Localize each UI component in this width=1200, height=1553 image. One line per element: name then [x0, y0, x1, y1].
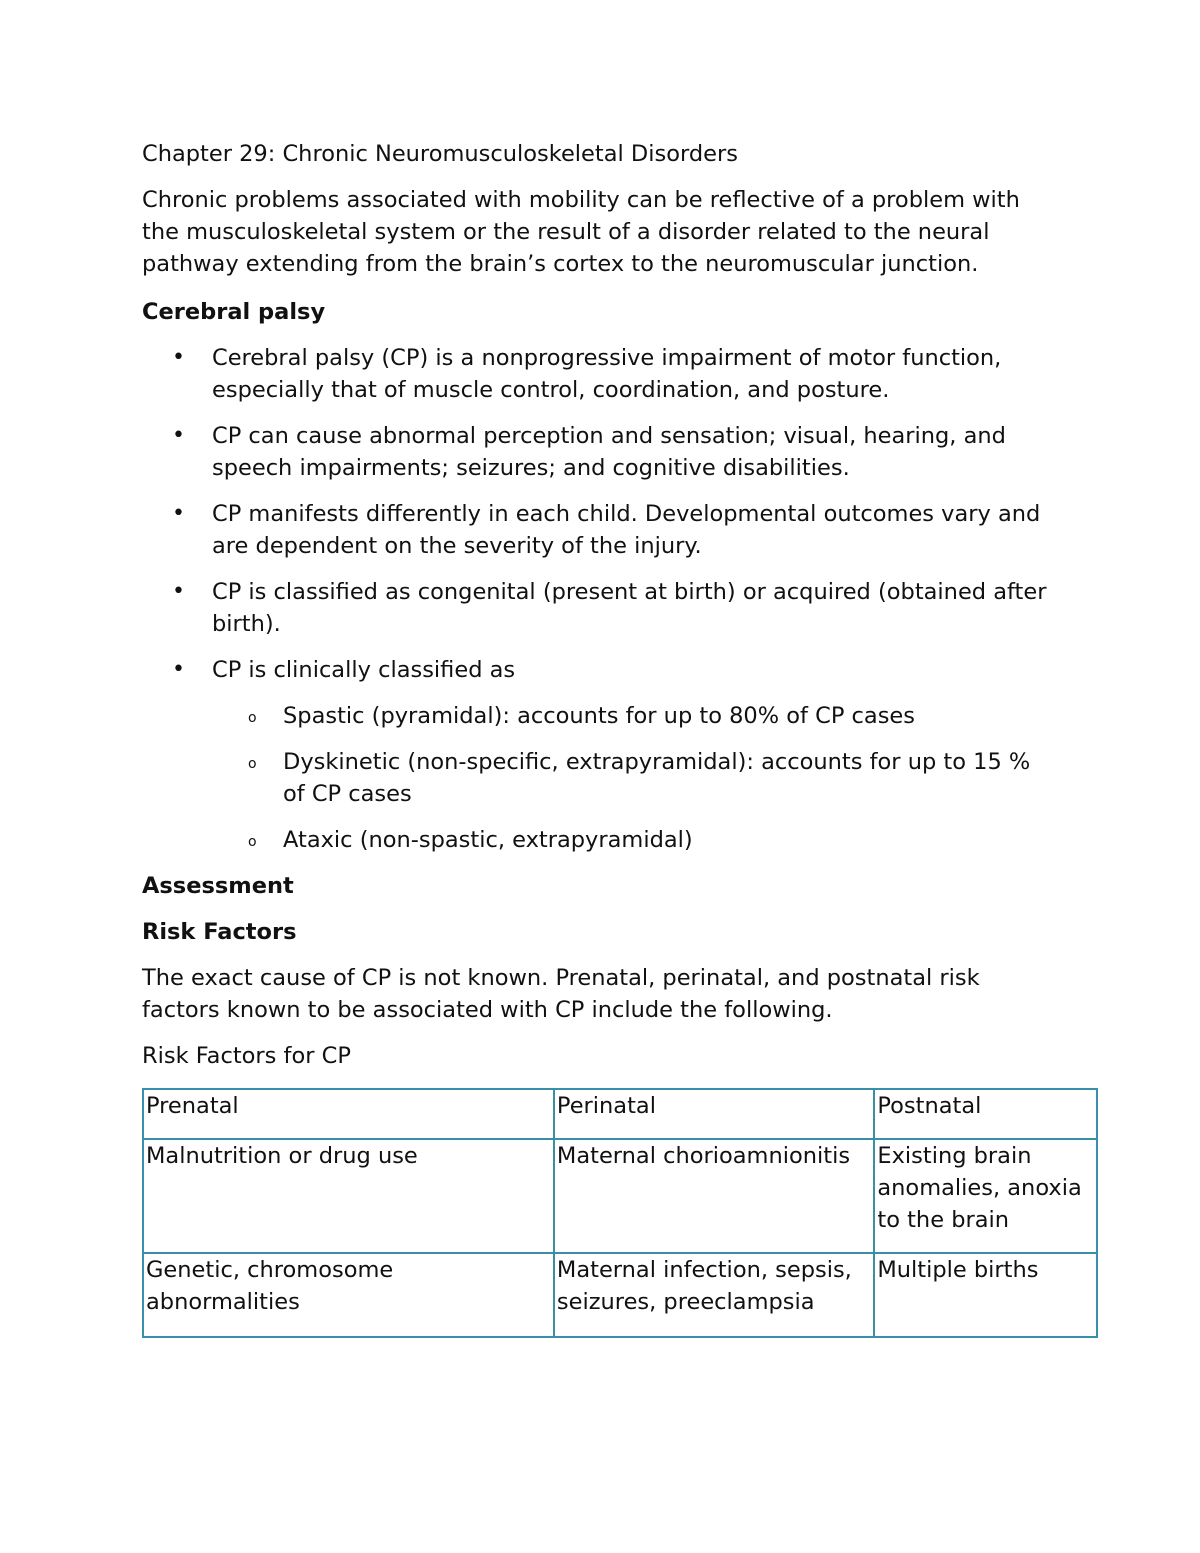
- table-cell: Malnutrition or drug use: [143, 1139, 554, 1253]
- chapter-title: Chapter 29: Chronic Neuromusculoskeletal Disorders: [142, 141, 738, 167]
- table-cell: Genetic, chromosome abnormalities: [143, 1253, 554, 1337]
- circle-bullet-icon: o: [248, 834, 257, 850]
- bullet-text: CP is clinically classified as: [212, 657, 516, 683]
- list-item: [142, 498, 1052, 562]
- list-item: [142, 420, 1052, 484]
- document-page: [142, 138, 1100, 1338]
- bullet-icon: •: [172, 657, 185, 682]
- bullet-text: CP can cause abnormal perception and sensation; visual, hearing, and speech impairments; seizures; and cognitive disabilities.: [212, 423, 1006, 481]
- circle-bullet-icon: o: [248, 710, 257, 726]
- list-item: [142, 576, 1052, 640]
- table-header-row: [143, 1089, 1097, 1139]
- list-item: [212, 824, 1053, 856]
- risk-factors-table: [142, 1088, 1098, 1338]
- table-cell: Existing brain anomalies, anoxia to the brain: [874, 1139, 1097, 1253]
- sub-bullet-text: Dyskinetic (non-specific, extrapyramidal): accounts for up to 15 % of CP cases: [283, 749, 1031, 807]
- table-cell: Multiple births: [874, 1253, 1097, 1337]
- intro-paragraph: Chronic problems associated with mobility can be reflective of a problem with the musculoskeletal system or the result of a disorder related to the neural pathway extending from the brain’s cortex to the neuromuscular junction.: [142, 187, 1020, 277]
- table-cell: Maternal chorioamnionitis: [554, 1139, 874, 1253]
- bullet-icon: •: [172, 345, 185, 370]
- section-heading-assessment: Assessment: [142, 873, 294, 899]
- risk-factors-paragraph: The exact cause of CP is not known. Prenatal, perinatal, and postnatal risk factors known to be associated with CP include the following.: [142, 965, 980, 1023]
- list-item: [212, 700, 1053, 732]
- circle-bullet-icon: o: [248, 756, 257, 772]
- cp-bullet-list: [142, 342, 1100, 856]
- table-row: [143, 1253, 1097, 1337]
- list-item: [142, 342, 1052, 406]
- table-caption: Risk Factors for CP: [142, 1043, 351, 1069]
- section-heading-cerebral-palsy: Cerebral palsy: [142, 299, 326, 325]
- bullet-icon: •: [172, 579, 185, 604]
- cp-classification-sublist: [212, 700, 1052, 856]
- bullet-icon: •: [172, 501, 185, 526]
- bullet-text: Cerebral palsy (CP) is a nonprogressive impairment of motor function, especially that of muscle control, coordination, and posture.: [212, 345, 1002, 403]
- subheading-risk-factors: Risk Factors: [142, 919, 297, 945]
- sub-bullet-text: Spastic (pyramidal): accounts for up to 80% of CP cases: [283, 703, 915, 729]
- table-row: [143, 1139, 1097, 1253]
- table-header-cell: Prenatal: [143, 1089, 554, 1139]
- table-cell: Maternal infection, sepsis, seizures, preeclampsia: [554, 1253, 874, 1337]
- bullet-icon: •: [172, 423, 185, 448]
- bullet-text: CP manifests differently in each child. Developmental outcomes vary and are dependent on the severity of the injury.: [212, 501, 1041, 559]
- table-header-cell: Postnatal: [874, 1089, 1097, 1139]
- bullet-text: CP is classified as congenital (present at birth) or acquired (obtained after birth).: [212, 579, 1047, 637]
- table-header-cell: Perinatal: [554, 1089, 874, 1139]
- list-item: [212, 746, 1053, 810]
- sub-bullet-text: Ataxic (non-spastic, extrapyramidal): [283, 827, 693, 853]
- list-item: [142, 654, 1052, 856]
